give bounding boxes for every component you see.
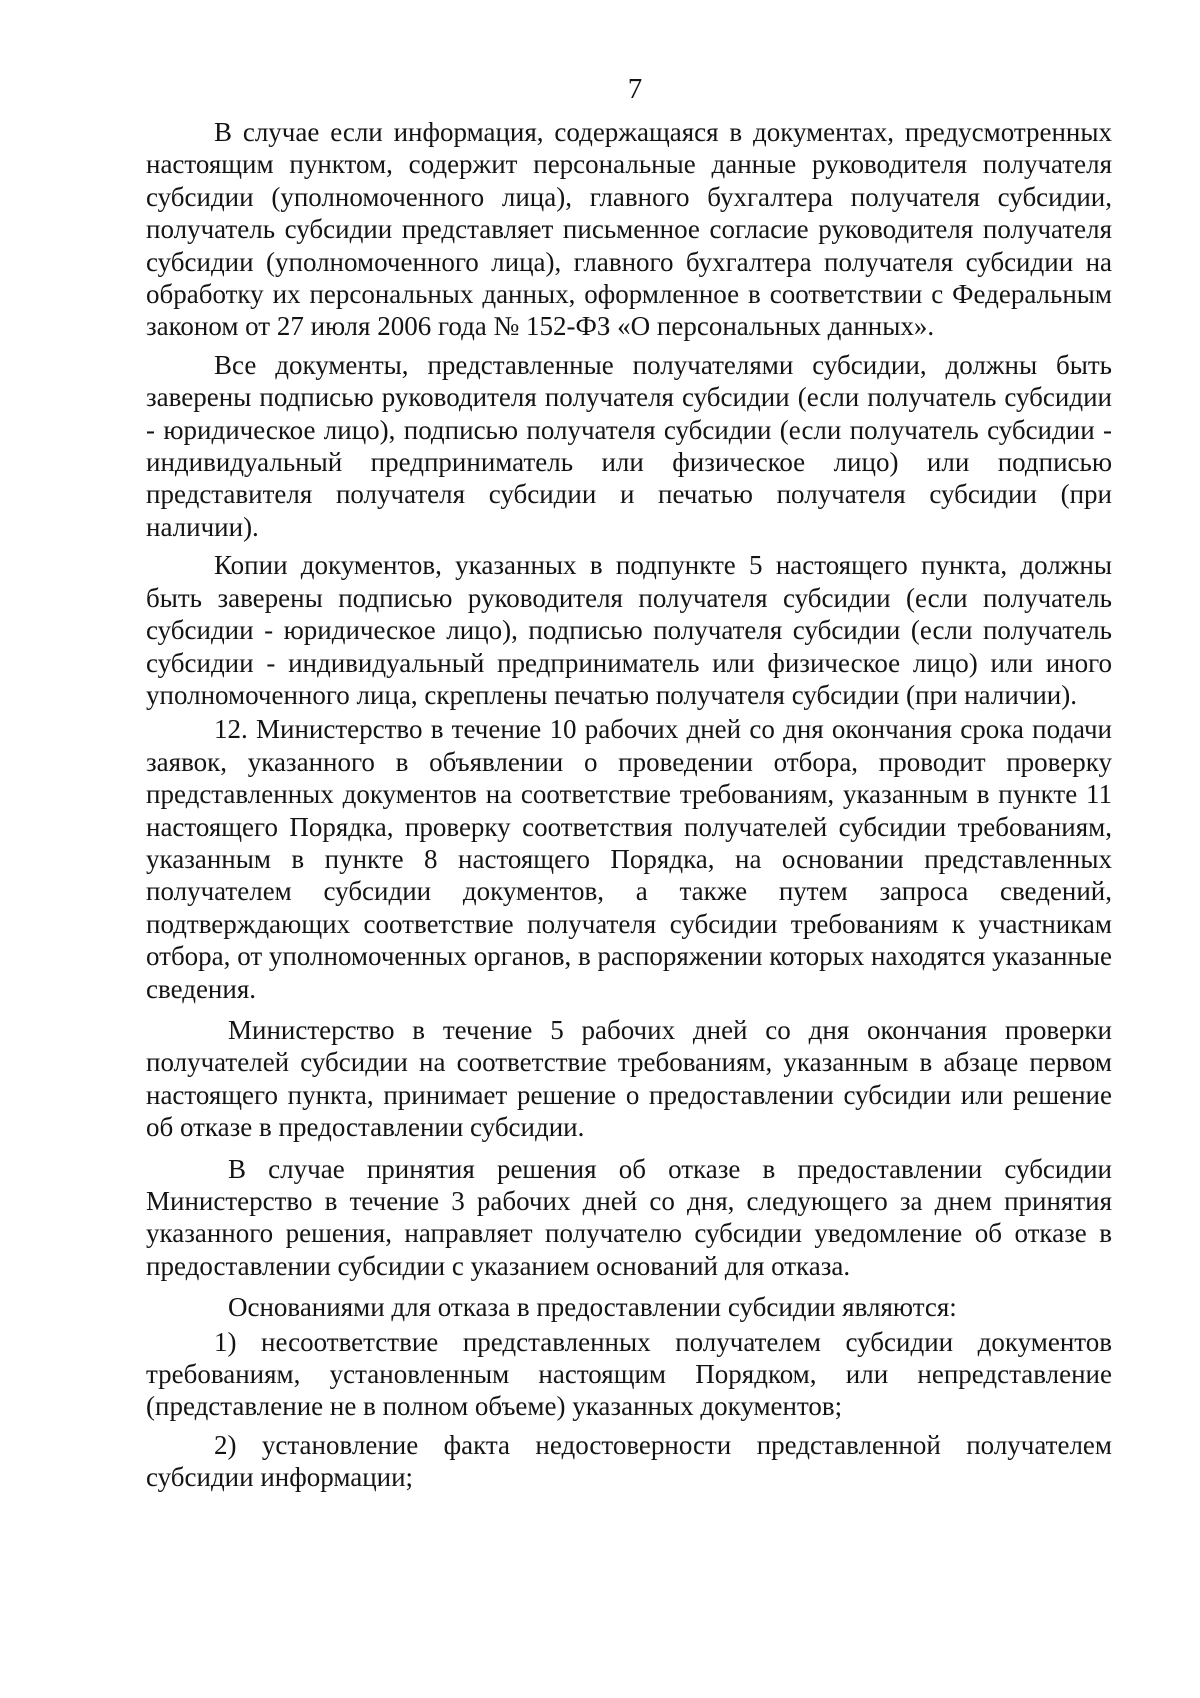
list-item-1-noncompliance: 1) несоответствие представленных получателем субсидии документов требованиям, установленным настоящим Порядком, или непредставление (представление не в полном объеме) указанных документов; bbox=[146, 1326, 1112, 1422]
paragraph-documents-certification: Все документы, представленные получателями субсидии, должны быть заверены подписью руководителя получателя субсидии (если получатель субсидии - юридическое лицо), подписью получателя субсидии (если получатель субсидии - индивидуальный предприниматель или физическое лицо) или подписью представителя получателя субсидии и печатью получателя субсидии (при наличии). bbox=[146, 349, 1112, 542]
paragraph-refusal-grounds-heading: Основаниями для отказа в предоставлении субсидии являются: bbox=[228, 1292, 957, 1323]
list-item-2-false-information: 2) установление факта недостоверности представленной получателем субсидии информации; bbox=[146, 1429, 1112, 1493]
paragraph-personal-data-consent: В случае если информация, содержащаяся в документах, предусмотренных настоящим пунктом, содержит персональные данные руководителя получателя субсидии (уполномоченного лица), главного бухгалтера получателя субсидии, получатель субсидии представляет письменное согласие руководителя получателя субсидии (уполномоченного лица), главного бухгалтера получателя субсидии на обработку их персональных данных, оформленное в соответствии с Федеральным законом от 27 июля 2006 года № 152-ФЗ «О персональных данных». bbox=[146, 117, 1112, 342]
paragraph-item-12-verification: 12. Министерство в течение 10 рабочих дней со дня окончания срока подачи заявок, указанного в объявлении о проведении отбора, проводит проверку представленных документов на соответствие требованиям, указанным в пункте 11 настоящего Порядка, проверку соответствия получателей субсидии требованиям, указанным в пункте 8 настоящего Порядка, на основании представленных получателем субсидии документов, а также путем запроса сведений, подтверждающих соответствие получателя субсидии требованиям к участникам отбора, от уполномоченных органов, в распоряжении которых находятся указанные сведения. bbox=[146, 714, 1112, 1004]
paragraph-copies-certification: Копии документов, указанных в подпункте 5 настоящего пункта, должны быть заверены подписью руководителя получателя субсидии (если получатель субсидии - юридическое лицо), подписью получателя субсидии (если получатель субсидии - индивидуальный предприниматель или физическое лицо) или иного уполномоченного лица, скреплены печатью получателя субсидии (при наличии). bbox=[146, 550, 1112, 710]
document-body bbox=[146, 116, 1112, 1494]
paragraph-refusal-notice: В случае принятия решения об отказе в предоставлении субсидии Министерство в течение 3 рабочих дней со дня, следующего за днем принятия указанного решения, направляет получателю субсидии уведомление об отказе в предоставлении субсидии с указанием оснований для отказа. bbox=[146, 1153, 1112, 1281]
page-number: 7 bbox=[627, 73, 643, 105]
paragraph-decision: Министерство в течение 5 рабочих дней со дня окончания проверки получателей субсидии на соответствие требованиям, указанным в абзаце первом настоящего пункта, принимает решение о предоставлении субсидии или решение об отказе в предоставлении субсидии. bbox=[146, 1014, 1112, 1143]
